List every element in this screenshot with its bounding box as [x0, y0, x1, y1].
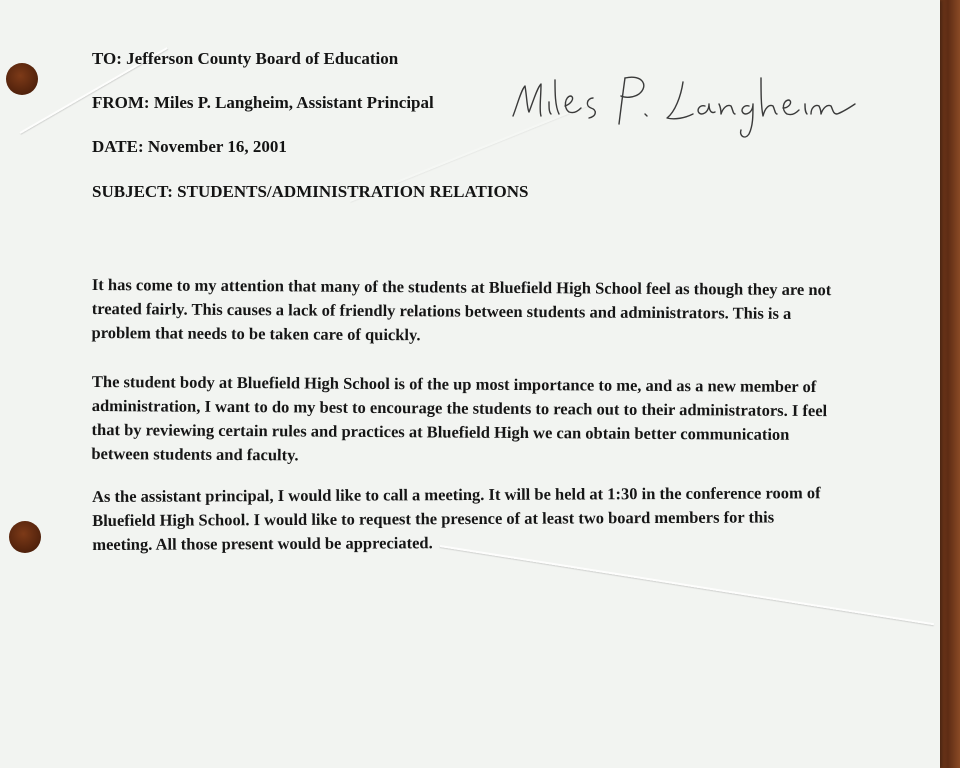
- memo-to: TO: Jefferson County Board of Education: [92, 49, 399, 68]
- memo-subject: SUBJECT: STUDENTS/ADMINISTRATION RELATIONS: [92, 182, 529, 201]
- memo-from: FROM: Miles P. Langheim, Assistant Principal: [92, 93, 434, 112]
- memo-date: DATE: November 16, 2001: [92, 137, 287, 156]
- punch-hole-top: [6, 63, 38, 95]
- paper-crease: [440, 545, 934, 625]
- memo-paragraph: The student body at Bluefield High School is of the up most importance to me, and as a new member of administration, I want to do my best to encourage the students to reach out to their administrators. I feel that by reviewing certain rules and practices at Bluefield High we can obtain better communication between students and faculty.: [91, 371, 828, 465]
- punch-hole-bottom: [9, 521, 41, 553]
- memo-paragraph: As the assistant principal, I would like to call a meeting. It will be held at 1:30 in the conference room of Bluefield High School. I would like to request the presence of at least two board members for this meeting. All those present would be appreciated.: [92, 483, 821, 554]
- handwritten-signature: [505, 68, 865, 148]
- memo-paragraph: It has come to my attention that many of the students at Bluefield High School feel as though they are not treated fairly. This causes a lack of friendly relations between students and administrators. This is a problem that needs to be taken care of quickly.: [91, 274, 832, 345]
